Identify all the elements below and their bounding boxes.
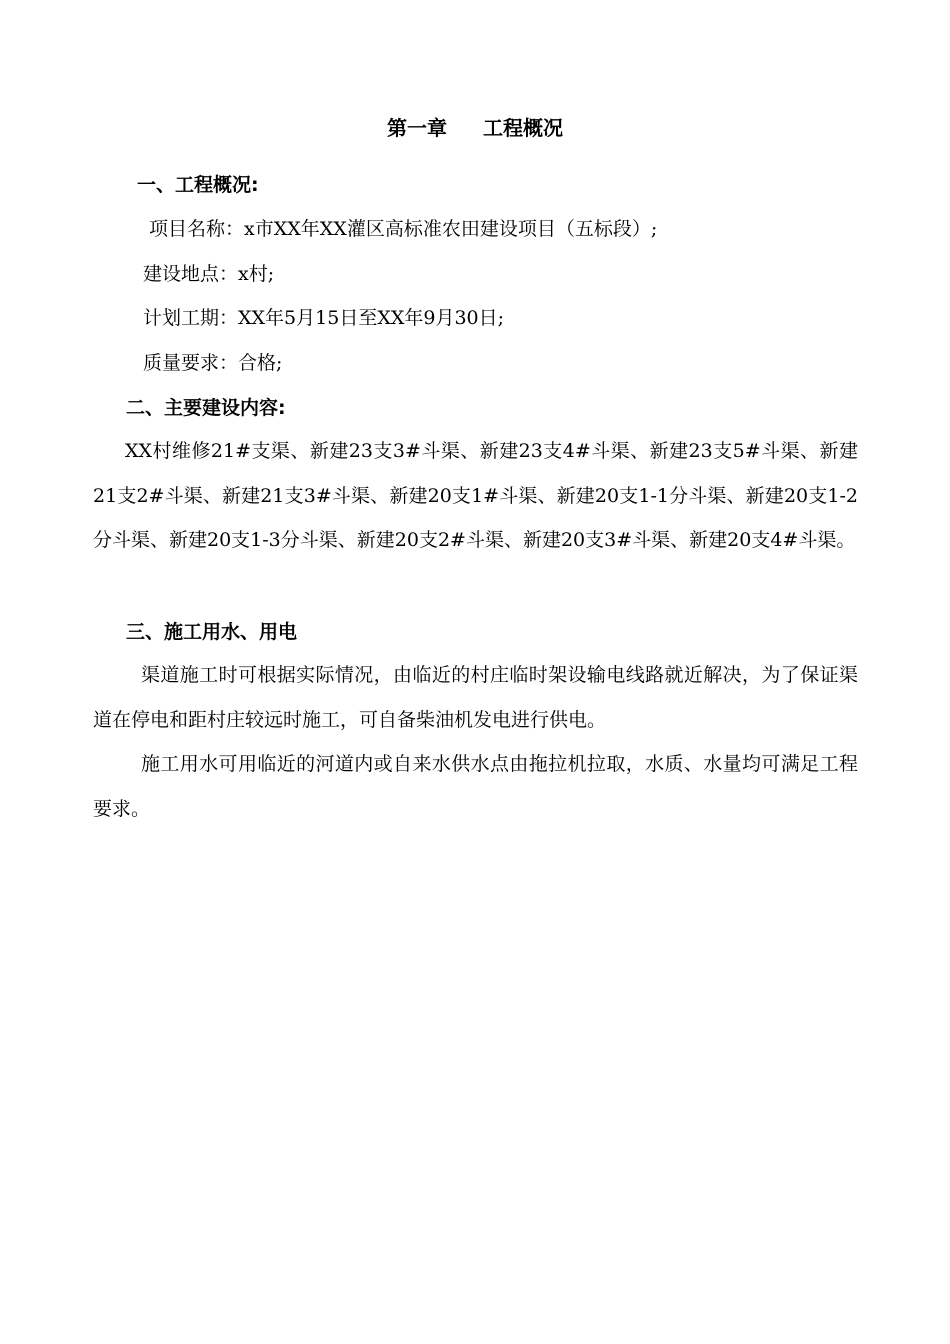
- project-name-item: 项目名称：x市XX年XX灌区高标准农田建设项目（五标段）;: [149, 218, 658, 240]
- power-supply-paragraph: 渠道施工时可根据实际情况，由临近的村庄临时架设输电线路就近解决，为了保证渠道在停电和距村庄较远时施工，可自备柴油机发电进行供电。: [93, 664, 858, 731]
- main-content-paragraph: XX村维修21#支渠、新建23支3#斗渠、新建23支4#斗渠、新建23支5#斗渠、新建21支2#斗渠、新建21支3#斗渠、新建20支1#斗渠、新建20支1-1分斗渠、新建20支1-2分斗渠、新建20支1-3分斗渠、新建20支2#斗渠、新建20支3#斗渠、新建20支4#斗渠。: [93, 440, 858, 551]
- quality-requirement-item: 质量要求：合格;: [143, 352, 283, 374]
- water-supply-paragraph: 施工用水可用临近的河道内或自来水供水点由拖拉机拉取，水质、水量均可满足工程要求。: [93, 753, 858, 820]
- section-heading-overview: 一、工程概况:: [137, 174, 259, 196]
- chapter-name: 工程概况: [483, 116, 563, 140]
- construction-site-item: 建设地点：x村;: [143, 263, 275, 285]
- planned-schedule-item: 计划工期：XX年5月15日至XX年9月30日;: [143, 307, 505, 329]
- section-heading-water-power: 三、施工用水、用电: [126, 621, 298, 643]
- section-heading-main-content: 二、主要建设内容:: [126, 397, 286, 419]
- chapter-title: [0, 116, 950, 140]
- chapter-number: 第一章: [387, 116, 447, 140]
